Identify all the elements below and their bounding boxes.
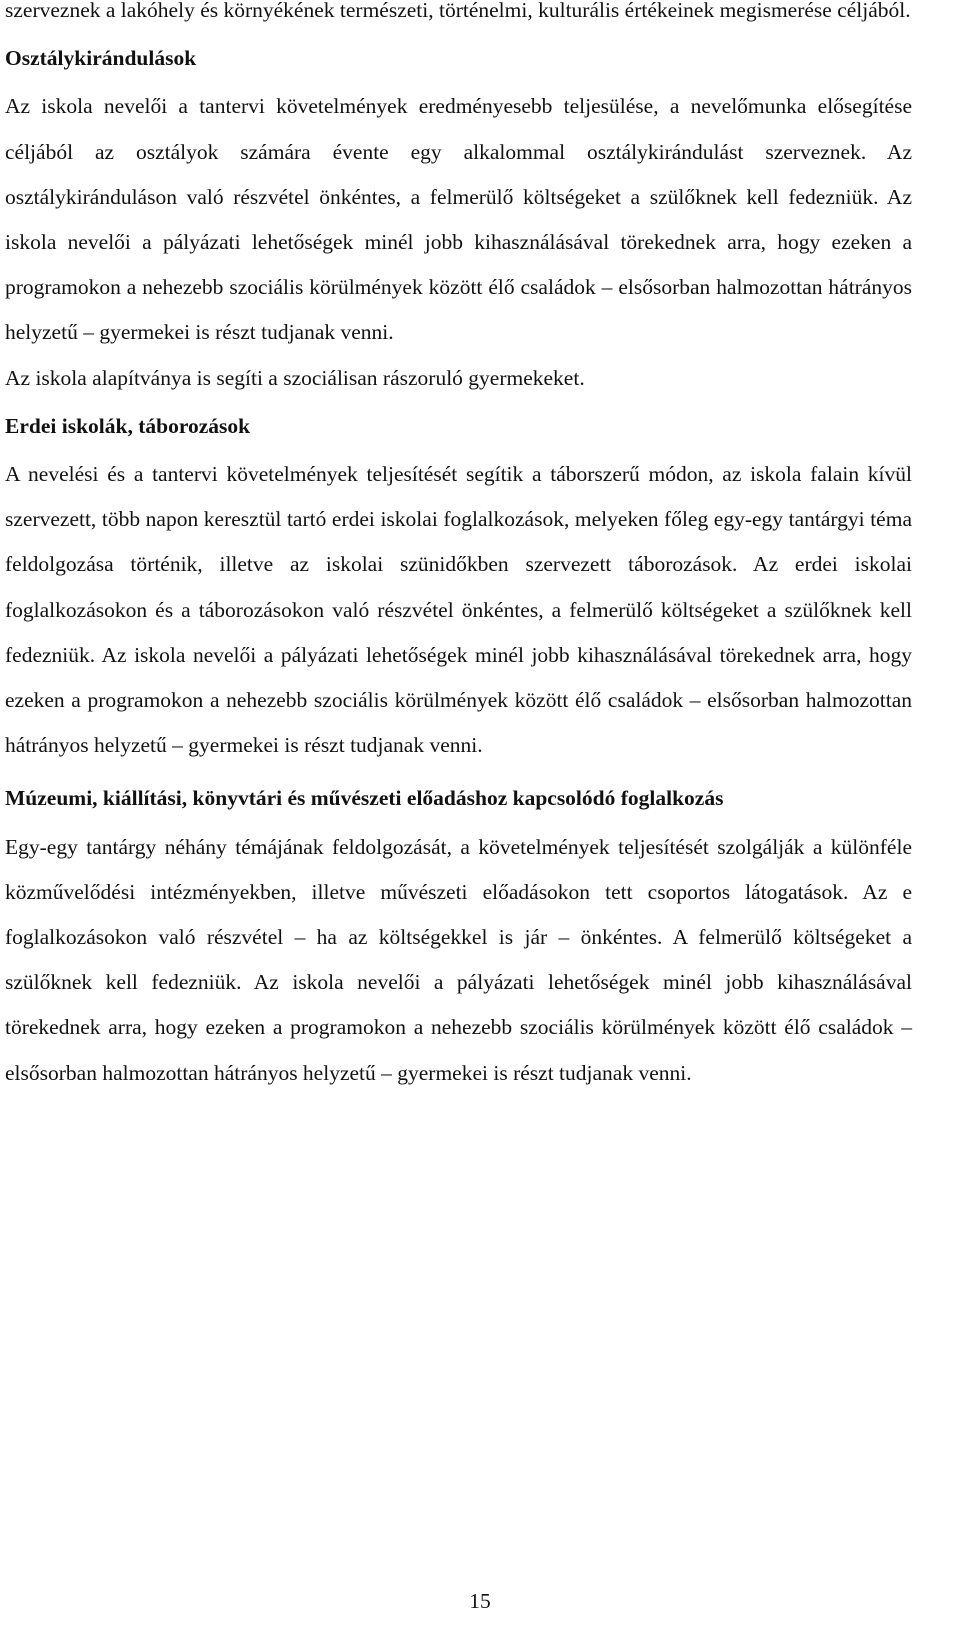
intro-paragraph: szerveznek a lakóhely és környékének természeti, történelmi, kulturális értékeinek megismerése céljából. <box>5 0 911 22</box>
document-page <box>5 0 912 1096</box>
section-heading-class-trips: Osztálykirándulások <box>5 46 197 71</box>
section-heading-museum: Múzeumi, kiállítási, könyvtári és művészeti előadáshoz kapcsolódó foglalkozás <box>5 786 724 811</box>
foundation-paragraph: Az iskola alapítványa is segíti a szociálisan rászoruló gyermekeket. <box>5 365 585 390</box>
forest-schools-paragraph: A nevelési és a tantervi követelmények teljesítését segítik a táborszerű módon, az iskola falain kívül szervezett, több napon keresztül tartó erdei iskolai foglalkozások, melyeken főleg egy-egy tantárgyi téma feldolgozása történik, illetve az iskolai szünidőkben szervezett táborozások. Az erdei iskolai foglalkozásokon és a táborozásokon való részvétel önkéntes, a felmerülő költségeket a szülőknek kell fedezniük. Az iskola nevelői a pályázati lehetőségek minél jobb kihasználásával törekednek arra, hogy ezeken a programokon a nehezebb szociális körülmények között élő családok – elsősorban halmozottan hátrányos helyzetű – gyermekei is részt tudjanak venni. <box>5 462 912 758</box>
section-heading-forest-schools: Erdei iskolák, táborozások <box>5 413 251 438</box>
class-trips-paragraph: Az iskola nevelői a tantervi követelmények eredményesebb teljesülése, a nevelőmunka elősegítése céljából az osztályok számára évente egy alkalommal osztálykirándulást szerveznek. Az osztálykiránduláson való részvétel önkéntes, a felmerülő költségeket a szülőknek kell fedezniük. Az iskola nevelői a pályázati lehetőségek minél jobb kihasználásával törekednek arra, hogy ezeken a programokon a nehezebb szociális körülmények között élő családok – elsősorban halmozottan hátrányos helyzetű – gyermekei is részt tudjanak venni. <box>5 94 912 345</box>
museum-paragraph: Egy-egy tantárgy néhány témájának feldolgozását, a követelmények teljesítését szolgálják a különféle közművelődési intézményekben, illetve művészeti előadásokon tett csoportos látogatások. Az e foglalkozásokon való részvétel – ha az költségekkel is jár – önkéntes. A felmerülő költségeket a szülőknek kell fedezniük. Az iskola nevelői a pályázati lehetőségek minél jobb kihasználásával törekednek arra, hogy ezeken a programokon a nehezebb szociális körülmények között élő családok – elsősorban halmozottan hátrányos helyzetű – gyermekei is részt tudjanak venni. <box>5 834 912 1085</box>
page-number: 15 <box>469 1589 491 1613</box>
